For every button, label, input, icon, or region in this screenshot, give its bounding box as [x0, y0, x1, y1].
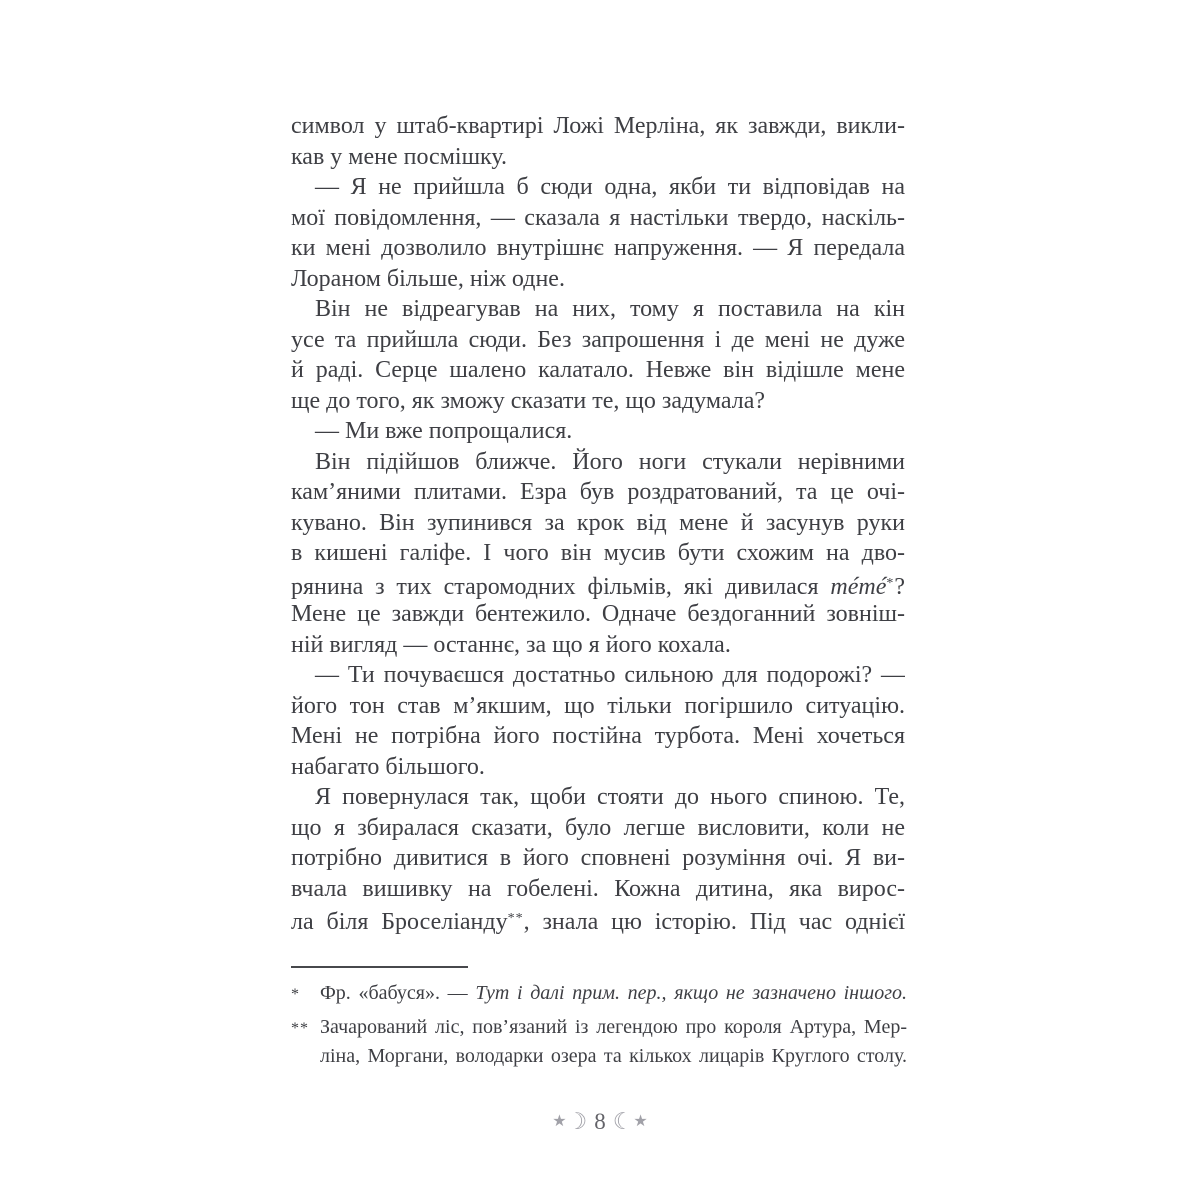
footnote: [291, 979, 907, 1009]
text-line: [291, 172, 905, 203]
text-line: [291, 691, 905, 722]
star-icon: ★: [552, 1111, 567, 1130]
text-line: [291, 752, 905, 783]
text-segment: Я повернулася так, щоби стояти до нього спиною. Те,: [315, 784, 905, 810]
page-footer: [0, 1106, 1200, 1140]
paragraph: [291, 172, 905, 294]
text-segment: ки мені дозволило внутрішнє напруження. — Я передала: [291, 235, 905, 261]
text-line: [291, 416, 905, 447]
footnote-reference: *: [886, 575, 895, 591]
text-line: [291, 203, 905, 234]
text-segment: його тон став м’якшим, що тільки погіршило ситуацію.: [291, 692, 905, 719]
text-line: [291, 142, 905, 173]
text-line: [291, 782, 905, 813]
paragraph: [291, 111, 905, 172]
page-text: [291, 111, 905, 935]
text-segment: потрібно дивитися в його сповнені розуміння очі. Я ви-: [291, 845, 905, 871]
text-segment: — Я не прийшла б сюди одна, якби ти відповідав на: [315, 174, 905, 200]
footnote-reference: **: [507, 911, 524, 926]
star-icon: ★: [633, 1111, 648, 1130]
text-line: [291, 569, 905, 600]
text-line: [291, 447, 905, 478]
text-line: [291, 294, 905, 325]
text-segment: кав у мене посмішку.: [291, 143, 507, 170]
text-line: [291, 599, 905, 630]
text-line: [291, 630, 905, 661]
text-segment: Він не відреагував на них, тому я поставила на кін: [315, 296, 905, 322]
text-line: [291, 874, 905, 905]
text-segment: Лораном більше, ніж одне.: [291, 265, 565, 292]
text-line: [291, 813, 905, 844]
footnote: [291, 1013, 907, 1071]
text-segment: ла біля Броселіанду: [291, 909, 508, 935]
moon-waning-icon: ☾: [612, 1109, 634, 1135]
text-segment: — Ти почуваєшся достатньо сильною для подорожі? —: [315, 662, 905, 688]
text-line: [291, 386, 905, 417]
text-segment: Він підійшов ближче. Його ноги стукали нерівними: [315, 448, 905, 475]
text-line: [291, 325, 905, 356]
text-segment: набагато більшого.: [291, 753, 485, 780]
text-segment: — Ми вже попрощалися.: [315, 418, 573, 444]
text-line: [291, 233, 905, 264]
text-segment: кувано. Він зупинився за крок від мене й засунув руки: [291, 509, 905, 536]
text-line: [291, 721, 905, 752]
text-segment: кам’яними плитами. Езра був роздратований, та це очі-: [291, 479, 905, 505]
page-number: 8: [594, 1109, 606, 1134]
text-segment: Мені не потрібна його постійна турбота. Мені хочеться: [291, 723, 905, 749]
text-segment: Мене це завжди бентежило. Одначе бездоганний зовніш-: [291, 601, 905, 627]
text-line: [320, 979, 907, 1008]
footnote-text: [320, 979, 907, 1009]
text-segment: й раді. Серце шалено калатало. Невже він відішле мене: [291, 357, 905, 383]
text-segment: ліна, Моргани, володарки озера та кількох лицарів Круглого столу.: [320, 1045, 907, 1067]
text-line: [291, 111, 905, 142]
text-line: [320, 1013, 907, 1042]
footnotes-section: [291, 966, 907, 1075]
text-line: [291, 904, 905, 935]
text-line: [291, 355, 905, 386]
text-segment: символ у штаб-квартирі Ложі Мерліна, як завжди, викли-: [291, 113, 905, 139]
footnote-list: [291, 979, 907, 1071]
paragraph: [291, 660, 905, 782]
text-line: [291, 477, 905, 508]
paragraph: [291, 782, 905, 935]
text-segment: Фр. «бабуся». —: [320, 982, 476, 1004]
moon-waxing-icon: ☽: [566, 1109, 588, 1135]
paragraph: [291, 294, 905, 416]
text-segment: Зачарований ліс, пов’язаний із легендою про короля Артура, Мер-: [320, 1016, 907, 1038]
footnote-text: [320, 1013, 907, 1071]
text-segment: ній вигляд — останнє, за що я його кохала.: [291, 631, 731, 658]
text-segment: ще до того, як зможу сказати те, що задумала?: [291, 387, 766, 414]
text-segment: мої повідомлення, — сказала я настільки твердо, наскіль-: [291, 204, 905, 231]
text-segment: рянина з тих старомодних фільмів, які дивилася: [291, 573, 831, 599]
paragraph: [291, 416, 905, 447]
text-segment: , знала цю історію. Під час однієї: [523, 909, 905, 935]
text-line: [320, 1042, 907, 1071]
footnote-marker: *: [291, 986, 300, 1003]
text-line: [291, 508, 905, 539]
footnote-separator: [291, 966, 468, 968]
text-segment: вчала вишивку на гобелені. Кожна дитина, яка вирос-: [291, 875, 905, 902]
text-line: [291, 660, 905, 691]
footnote-marker: **: [291, 1020, 309, 1037]
text-segment: в кишені галіфе. І чого він мусив бути схожим на дво-: [291, 540, 905, 566]
text-segment: mémé: [830, 573, 887, 599]
text-segment: усе та прийшла сюди. Без запрошення і де мені не дуже: [291, 326, 905, 353]
text-line: [291, 264, 905, 295]
text-segment: ?: [894, 573, 905, 599]
text-line: [291, 538, 905, 569]
text-segment: Тут і далі прим. пер., якщо не зазначено іншого.: [475, 982, 907, 1004]
text-segment: що я збиралася сказати, було легше висловити, коли не: [291, 814, 905, 841]
text-line: [291, 843, 905, 874]
paragraph: [291, 447, 905, 661]
